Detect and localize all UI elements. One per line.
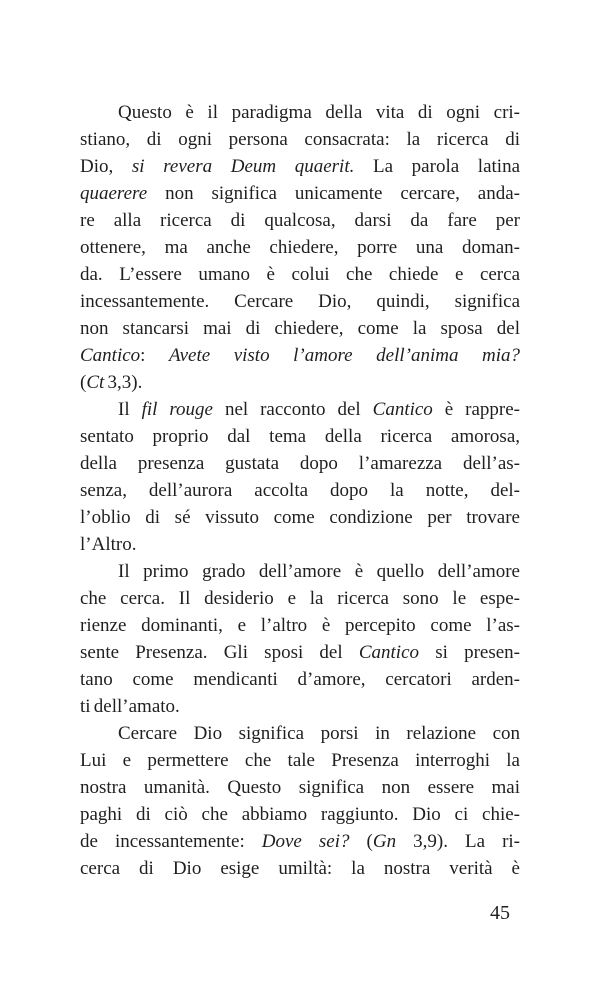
text-line: [80, 504, 520, 531]
text-line: [80, 369, 520, 396]
text-line: [80, 477, 520, 504]
regular-text: La parola latina: [354, 156, 520, 177]
regular-text: Dio,: [80, 156, 132, 177]
text-line: [80, 261, 520, 288]
text-line: [80, 99, 520, 126]
regular-text: l’oblio di sé vissuto come condizione per trovare: [80, 507, 520, 528]
text-line: [80, 558, 520, 585]
paragraph: [80, 99, 520, 396]
regular-text: che cerca. Il desiderio e la ricerca sono le espe-: [80, 588, 520, 609]
paragraph: [80, 396, 520, 558]
text-line: [80, 450, 520, 477]
text-line: [80, 855, 520, 882]
regular-text: nel racconto del: [212, 399, 373, 420]
regular-text: ti dell’amato.: [80, 696, 180, 717]
paragraph: [80, 720, 520, 882]
text-line: [80, 774, 520, 801]
regular-text: cerca di Dio esige umiltà: la nostra verità è: [80, 858, 520, 879]
regular-text: ottenere, ma anche chiedere, porre una doman-: [80, 237, 520, 258]
regular-text: Il primo grado dell’amore è quello dell’amore: [118, 561, 520, 582]
paragraph: [80, 558, 520, 720]
regular-text: sentato proprio dal tema della ricerca amorosa,: [80, 426, 520, 447]
regular-text: da. L’essere umano è colui che chiede e cerca: [80, 264, 520, 285]
regular-text: incessantemente. Cercare Dio, quindi, significa: [80, 291, 520, 312]
regular-text: de incessantemente:: [80, 831, 262, 852]
regular-text: Questo è il paradigma della vita di ogni cri-: [118, 102, 520, 123]
text-line: [80, 666, 520, 693]
italic-text: fil rouge: [141, 399, 213, 420]
regular-text: si presen-: [419, 642, 520, 663]
regular-text: della presenza gustata dopo l’amarezza dell’as-: [80, 453, 520, 474]
text-line: [80, 639, 520, 666]
regular-text: non stancarsi mai di chiedere, come la sposa del: [80, 318, 520, 339]
text-line: [80, 531, 520, 558]
text-line: [80, 288, 520, 315]
text-line: [80, 396, 520, 423]
regular-text: è rappre-: [432, 399, 520, 420]
text-line: [80, 126, 520, 153]
text-line: [80, 423, 520, 450]
regular-text: :: [140, 345, 170, 366]
text-line: [80, 828, 520, 855]
text-line: [80, 585, 520, 612]
text-block: [80, 99, 520, 882]
regular-text: nostra umanità. Questo significa non essere mai: [80, 777, 520, 798]
regular-text: (: [80, 372, 87, 393]
italic-text: quaerere: [80, 183, 148, 204]
regular-text: 3,3).: [104, 372, 143, 393]
regular-text: 3,9). La ri-: [396, 831, 520, 852]
italic-text: Cantico: [358, 642, 420, 663]
italic-text: Cantico: [372, 399, 433, 420]
regular-text: rienze dominanti, e l’altro è percepito come l’as-: [80, 615, 520, 636]
text-line: [80, 720, 520, 747]
regular-text: Lui e permettere che tale Presenza interroghi la: [80, 750, 520, 771]
italic-text: Ct: [86, 372, 105, 393]
regular-text: paghi di ciò che abbiamo raggiunto. Dio ci chie-: [80, 804, 520, 825]
regular-text: Cercare Dio significa porsi in relazione con: [118, 723, 520, 744]
text-line: [80, 342, 520, 369]
italic-text: Cantico: [80, 345, 141, 366]
text-line: [80, 315, 520, 342]
regular-text: tano come mendicanti d’amore, cercatori arden-: [80, 669, 520, 690]
regular-text: Il: [118, 399, 142, 420]
text-line: [80, 801, 520, 828]
regular-text: (: [349, 831, 373, 852]
regular-text: re alla ricerca di qualcosa, darsi da fare per: [80, 210, 520, 231]
text-line: [80, 747, 520, 774]
italic-text: Gn: [372, 831, 397, 852]
regular-text: sente Presenza. Gli sposi del: [80, 642, 359, 663]
text-line: [80, 612, 520, 639]
text-line: [80, 693, 520, 720]
regular-text: stiano, di ogni persona consacrata: la ricerca di: [80, 129, 520, 150]
italic-text: si revera Deum quaerit.: [131, 156, 355, 177]
regular-text: non significa unicamente cercare, anda-: [147, 183, 520, 204]
italic-text: Dove sei?: [261, 831, 350, 852]
italic-text: Avete visto l’amore dell’anima mia?: [169, 345, 521, 366]
text-line: [80, 180, 520, 207]
text-line: [80, 207, 520, 234]
page-number: 45: [490, 902, 510, 924]
regular-text: l’Altro.: [80, 534, 137, 555]
text-line: [80, 153, 520, 180]
text-line: [80, 234, 520, 261]
regular-text: senza, dell’aurora accolta dopo la notte, del-: [80, 480, 520, 501]
